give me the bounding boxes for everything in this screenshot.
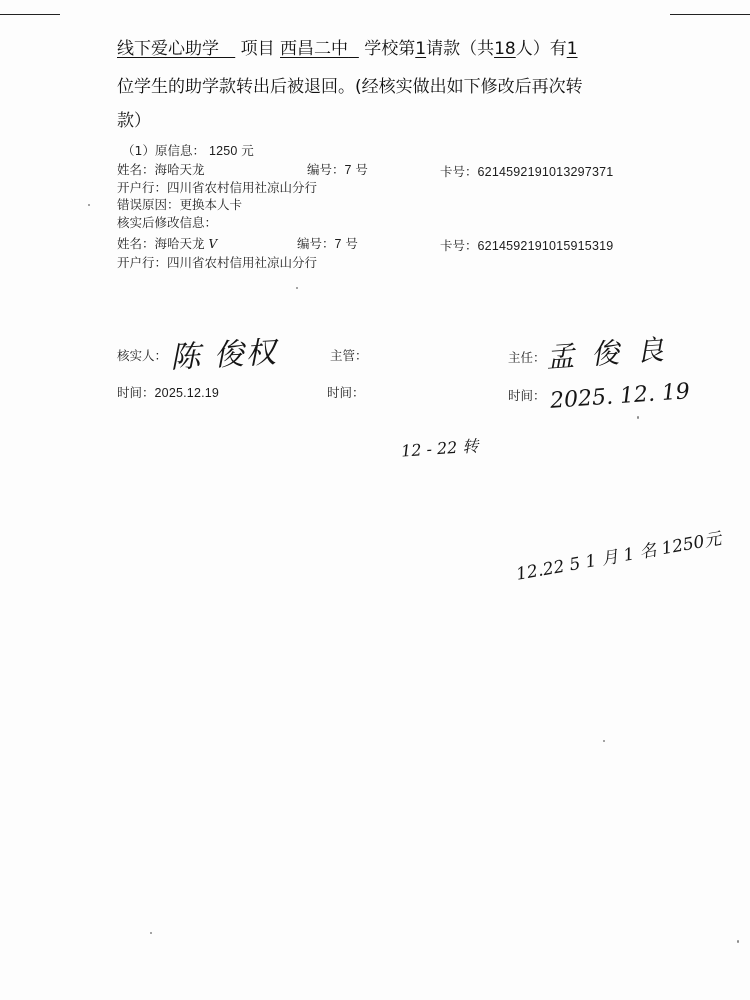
- scan-speck: [296, 287, 298, 289]
- revised-name-label: 姓名：: [117, 236, 155, 251]
- supervisor-time-label: 时间：: [327, 385, 365, 400]
- revised-bank-row: [117, 255, 317, 271]
- original-name: 海哈天龙: [154, 162, 205, 177]
- verifier-date: 2025.12.19: [154, 386, 220, 400]
- revised-name: 海哈天龙: [154, 236, 205, 251]
- verifier-time-label: 时间：: [117, 385, 155, 400]
- original-card-label: 卡号：: [440, 164, 478, 179]
- scan-speck: [603, 740, 605, 742]
- header-line-1: [117, 38, 578, 60]
- total-label: 人）有: [515, 39, 567, 59]
- header-line-3: 款）: [117, 111, 151, 131]
- original-bank-row: [117, 180, 317, 196]
- handwritten-note-transfer: 12 - 22 转: [400, 436, 480, 461]
- verifier-time-row: [117, 383, 219, 401]
- supervisor-label: 主管：: [330, 348, 368, 363]
- original-no-label: 编号：: [307, 162, 345, 177]
- director-date: 2025. 12. 19: [549, 379, 691, 414]
- school-name: 西昌二中: [280, 39, 349, 59]
- revised-bank: 四川省农村信用社凉山分行: [167, 255, 318, 270]
- director-signature: 孟 俊 良: [545, 332, 669, 375]
- revised-card-number: 6214592191015915319: [477, 239, 614, 253]
- verifier-label: 核实人：: [117, 348, 168, 363]
- original-name-row: [117, 162, 205, 178]
- error-reason-label: 错误原因：: [117, 197, 180, 212]
- error-reason: 更换本人卡: [179, 197, 243, 212]
- project-label: 项目: [240, 39, 275, 59]
- school-label: 学校第: [364, 39, 416, 59]
- original-card-number: 6214592191013297371: [477, 165, 614, 179]
- scan-speck: [637, 416, 639, 419]
- handwritten-note-amount: 12.22 5 1 月 1 名 1250元: [514, 529, 723, 585]
- header-line-2: 位学生的助学款转出后被退回。(经核实做出如下修改后再次转: [117, 77, 583, 97]
- scan-speck: [737, 940, 739, 943]
- original-info-line: [122, 143, 254, 159]
- original-card-row: [440, 164, 613, 180]
- error-reason-row: [117, 197, 242, 213]
- scan-edge-mark: [670, 14, 750, 15]
- original-info-label: （1）原信息：: [122, 143, 205, 158]
- scan-speck: [150, 932, 152, 934]
- total-count: 18: [494, 39, 516, 59]
- revised-no-label: 编号：: [297, 236, 335, 251]
- revised-title: 核实后修改信息：: [117, 215, 218, 230]
- returned-count: 1: [566, 39, 578, 59]
- batch-label: 请款（共: [426, 39, 495, 59]
- director-time-label: 时间：: [508, 388, 546, 403]
- original-bank-label: 开户行：: [117, 180, 168, 195]
- original-name-label: 姓名：: [117, 162, 155, 177]
- original-no: 7 号: [344, 163, 369, 177]
- scan-speck: [88, 204, 90, 206]
- revised-no-row: [297, 236, 358, 252]
- director-label: 主任：: [508, 350, 546, 365]
- revised-card-row: [440, 238, 613, 254]
- revised-no: 7 号: [334, 237, 359, 251]
- revised-card-label: 卡号：: [440, 238, 478, 253]
- original-no-row: [307, 162, 368, 178]
- check-mark: V: [208, 237, 218, 251]
- scan-edge-mark: [0, 14, 60, 15]
- revised-name-row: [117, 236, 217, 252]
- original-bank: 四川省农村信用社凉山分行: [167, 180, 318, 195]
- project-name: 线下爱心助学: [117, 39, 219, 59]
- original-amount: 1250 元: [208, 144, 254, 158]
- verifier-signature: 陈 俊权: [169, 335, 279, 376]
- revised-bank-label: 开户行：: [117, 255, 168, 270]
- batch-number: 1: [415, 39, 427, 59]
